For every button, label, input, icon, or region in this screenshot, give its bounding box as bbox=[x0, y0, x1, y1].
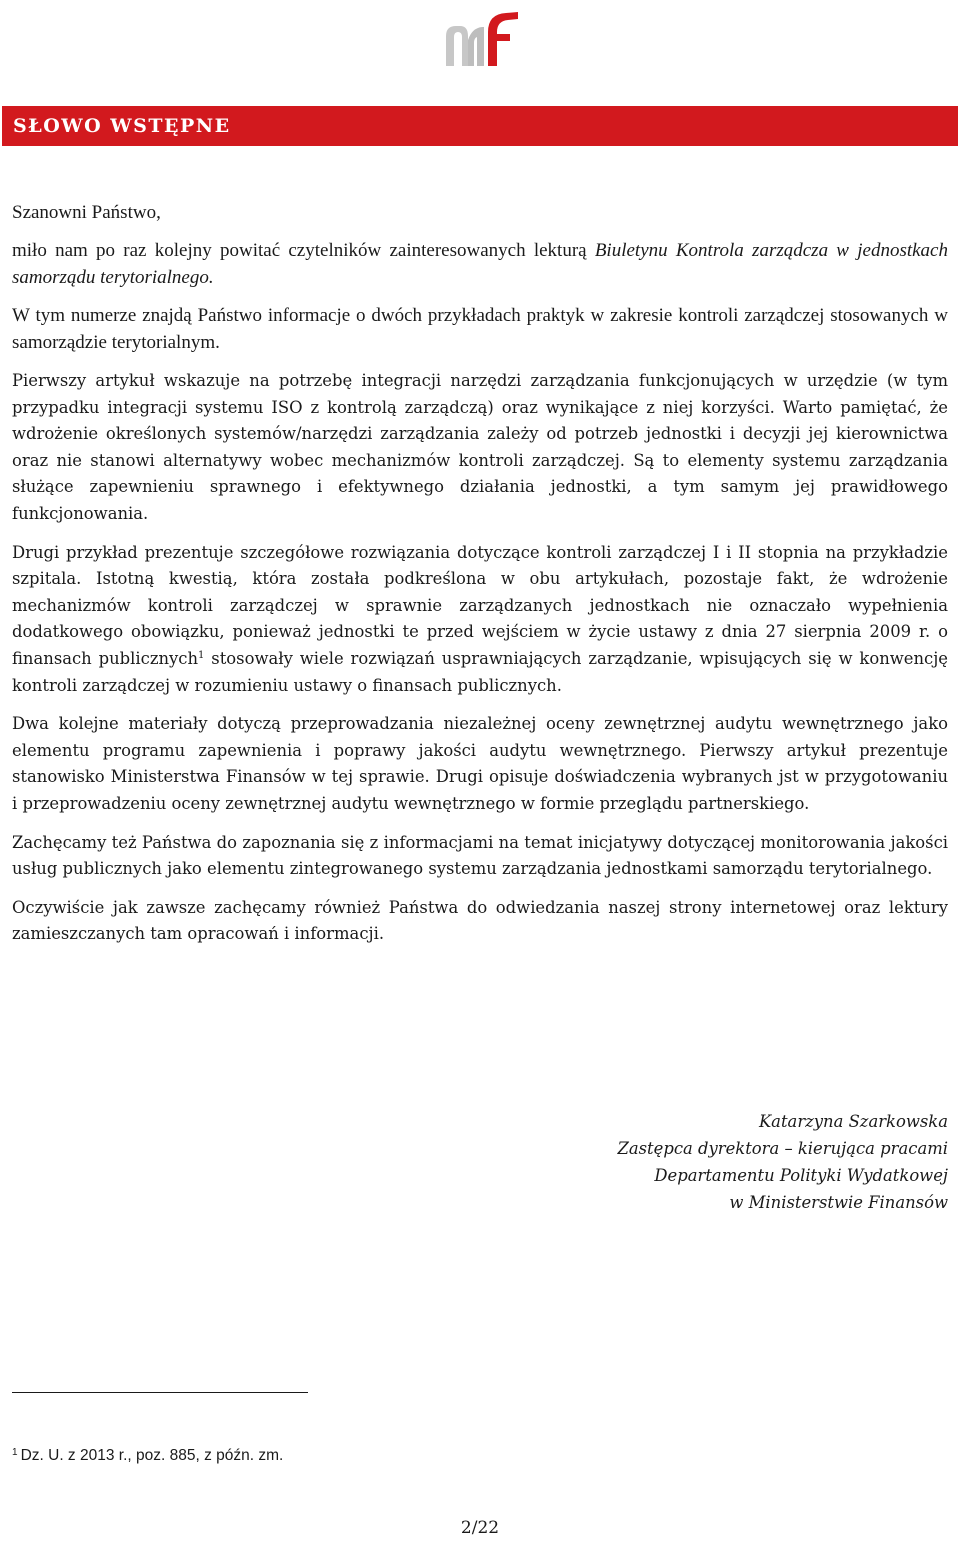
footnote-text: Dz. U. z 2013 r., poz. 885, z późn. zm. bbox=[20, 1447, 284, 1464]
body-paragraph-4: Zachęcamy też Państwa do zapoznania się z informacjami na temat inicjatywy dotyczącej monitorowania jakości usług publicznych jako elementu zintegrowanego systemu zarządzania jednostkami samorządu terytorialnego. bbox=[12, 832, 948, 879]
footnote-marker: 1 bbox=[12, 1447, 18, 1458]
intro-paragraph-2: W tym numerze znajdą Państwo informacje o dwóch przykładach praktyk w zakresie kontroli zarządczej stosowanych w samorządzie terytorialnym. bbox=[12, 305, 948, 353]
footnote bbox=[12, 1446, 283, 1466]
body-paragraph-3: Dwa kolejne materiały dotyczą przeprowadzania niezależnej oceny zewnętrznej audytu wewnętrznego jako elementu programu zapewnienia i poprawy jakości audytu wewnętrznego. Pierwszy artykuł prezentuje stanowisko Ministerstwa Finansów w tej sprawie. Drugi opisuje doświadczenia wybranych jst w przygotowaniu i przeprowadzeniu oceny zewnętrznej audytu wewnętrznego w formie przeglądu partnerskiego. bbox=[12, 714, 948, 813]
main-body bbox=[12, 368, 948, 960]
intro-section bbox=[12, 238, 948, 365]
body-paragraph-5: Oczywiście jak zawsze zachęcamy również Państwa do odwiedzania naszej strony internetowej oraz lektury zamieszczanych tam opracowań i informacji. bbox=[12, 897, 948, 944]
signature-ministry: w Ministerstwie Finansów bbox=[729, 1193, 948, 1212]
page-number: 2/22 bbox=[460, 1518, 500, 1538]
signature-block bbox=[617, 1108, 948, 1216]
section-header-bar bbox=[2, 106, 958, 146]
mf-logo-icon bbox=[444, 10, 520, 66]
section-title: SŁOWO WSTĘPNE bbox=[13, 115, 231, 137]
footnote-reference[interactable]: 1 bbox=[198, 649, 205, 661]
salutation: Szanowni Państwo, bbox=[12, 202, 161, 223]
signature-department: Departamentu Polityki Wydatkowej bbox=[654, 1166, 948, 1185]
body-paragraph-1: Pierwszy artykuł wskazuje na potrzebę integracji narzędzi zarządzania funkcjonujących w urzędzie (w tym przypadku integracji systemu ISO z kontrolą zarządczą) oraz wynikające z niej korzyści. Warto pamiętać, że wdrożenie określonych systemów/narzędzi zarządzania zależy od potrzeb jednostki i decyzji jej kierownictwa oraz nie stanowi alternatywy wobec mechanizmów kontroli zarządczej. Są to elementy systemu zarządzania służące zapewnieniu sprawnego i efektywnego działania jednostki, a tym samym jej prawidłowego funkcjonowania. bbox=[12, 371, 948, 523]
footnote-divider bbox=[12, 1392, 308, 1393]
body-paragraph-2: Drugi przykład prezentuje szczegółowe rozwiązania dotyczące kontroli zarządczej I i II stopnia na przykładzie szpitala. Istotną kwestią, która została podkreślona w obu artykułach, pozostaje fakt, że wdrożenie mechanizmów kontroli zarządczej w sprawnie zarządzanych jednostkach nie oznaczało wypełnienia dodatkowego obowiązku, ponieważ jednostki te przed wejściem w życie ustawy z dnia 27 sierpnia 2009 r. o finansach publicznych$^1$ stosowały wiele rozwiązań usprawniających zarządzanie, wpisujących się w konwencję kontroli zarządczej w rozumieniu ustawy o finansach publicznych. bbox=[12, 542, 948, 695]
signature-position: Zastępca dyrektora – kierująca pracami bbox=[617, 1139, 948, 1158]
bulletin-title: Biuletynu Kontrola zarządcza w jednostkach samorządu terytorialnego. bbox=[12, 240, 948, 288]
intro-paragraph-1: miło nam po raz kolejny powitać czytelników zainteresowanych lekturą Biuletynu Kontrola zarządcza w jednostkach samorządu terytorialnego. bbox=[12, 240, 948, 288]
signature-name: Katarzyna Szarkowska bbox=[758, 1112, 948, 1131]
